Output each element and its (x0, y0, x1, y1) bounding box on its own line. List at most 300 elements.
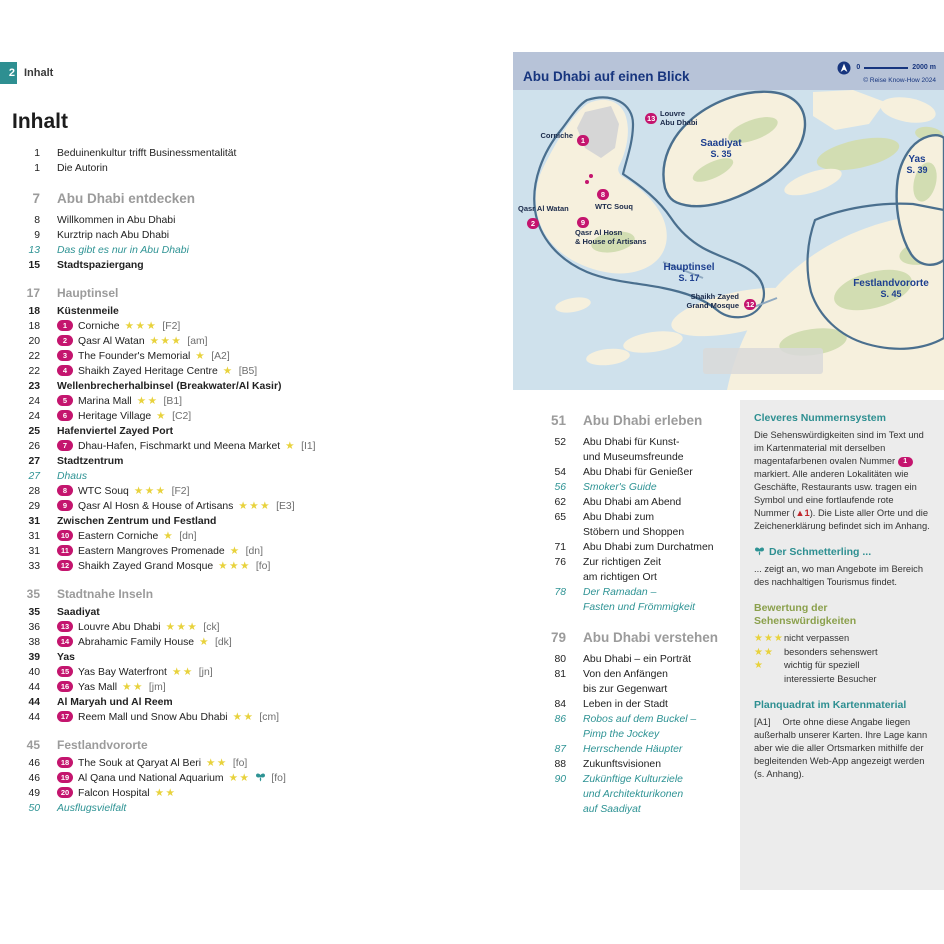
text-segment: Orte ohne diese Angabe liegen außerhalb unserer Karten. Ihre Lage kann aber wie die aller Ortsmarken mithilfe der begleitenden Web-App angezeigt werden (s. Anhang). (754, 717, 928, 779)
toc-entry (14, 544, 414, 559)
toc-entry-text (583, 630, 745, 646)
toc-entry (14, 228, 414, 243)
toc-entry (540, 742, 745, 757)
toc-entry-text (583, 540, 745, 555)
toc-entry (540, 413, 745, 429)
toc-page-number: 26 (28, 441, 40, 452)
map-area-label (691, 138, 751, 160)
toc-column-middle (540, 398, 745, 817)
grid-reference: [F2] (162, 321, 181, 332)
toc-entry-label: Wellenbrecherhalbinsel (Breakwater/Al Kasir) (57, 381, 282, 392)
page-number-badge: 2 (0, 62, 17, 84)
toc-entry (14, 286, 414, 301)
toc-entry-text (57, 439, 414, 454)
toc-entry-text (57, 695, 414, 710)
poi-marker-icon: 8 (57, 485, 73, 496)
toc-entry (14, 695, 414, 710)
map-poi-label: Qasr Al Hosn & House of Artisans (575, 228, 647, 246)
star-rating: ★ (229, 545, 241, 557)
star-rating: ★★ (122, 681, 144, 693)
toc-page-number: 56 (554, 482, 566, 493)
toc-page-number: 24 (28, 411, 40, 422)
toc-entry-label: Die Autorin (57, 163, 108, 174)
toc-entry (540, 465, 745, 480)
toc-entry-label: The Founder's Memorial (78, 351, 191, 362)
toc-entry-label: Yas Mall (78, 682, 118, 693)
poi-marker-icon: 12 (746, 300, 755, 309)
map-area-label (897, 154, 937, 176)
toc-entry-label: Saadiyat (57, 607, 100, 618)
toc-entry-text (57, 228, 414, 243)
poi-marker-icon: 10 (57, 530, 73, 541)
toc-page-number: 45 (26, 738, 40, 752)
infobox-butterfly (754, 546, 930, 589)
toc-page-number: 27 (28, 456, 40, 467)
map-credit: © Reise Know-How 2024 (863, 76, 936, 84)
toc-entry-text (57, 213, 414, 228)
infobox-heading-text: Bewertung der (754, 602, 828, 614)
toc-entry-text (583, 772, 745, 817)
poi-marker-icon: 16 (57, 681, 73, 692)
map-area-name: Festlandvororte (853, 278, 929, 289)
toc-entry-label: Reem Mall und Snow Abu Dhabi (78, 712, 228, 723)
rating-label: nicht verpassen (784, 633, 850, 643)
poi-marker-icon: 18 (57, 757, 73, 768)
toc-entry (540, 630, 745, 646)
toc-entry-text (57, 499, 414, 514)
grid-reference: [dk] (215, 637, 232, 648)
toc-entry-text (57, 529, 414, 544)
poi-marker-icon: 17 (57, 711, 73, 722)
toc-entry-text (583, 585, 745, 615)
grid-reference: [A2] (211, 351, 230, 362)
toc-entry-text (57, 424, 414, 439)
toc-page-number: 40 (28, 667, 40, 678)
toc-entry-label: Eastern Corniche (78, 531, 159, 542)
toc-page-number: 46 (28, 773, 40, 784)
toc-entry-label: Abrahamic Family House (78, 637, 195, 648)
poi-marker-icon: 6 (57, 410, 73, 421)
map-area-page: S. 35 (710, 149, 732, 159)
toc-page-number: 81 (554, 669, 566, 680)
toc-entry (540, 667, 745, 697)
toc-entry (14, 738, 414, 753)
toc-page-number: 20 (28, 336, 40, 347)
grid-reference: [dn] (179, 531, 197, 542)
map-poi-label: Louvre Abu Dhabi (660, 109, 698, 127)
toc-page-number: 25 (28, 426, 40, 437)
red-number-symbol: ▲1 (795, 508, 810, 518)
star-rating: ★★★ (165, 621, 199, 633)
grid-reference: [ck] (203, 622, 220, 633)
map-poi-label: WTC Souq (595, 202, 633, 211)
toc-entry (14, 484, 414, 499)
grid-reference: [jn] (198, 667, 213, 678)
map-area-label (653, 262, 725, 284)
toc-entry-label: Abu Dhabi verstehen (583, 630, 719, 645)
poi-marker-icon: 7 (57, 440, 73, 451)
toc-page-number: 35 (28, 607, 40, 618)
toc-entry-label: Yas Bay Waterfront (78, 667, 167, 678)
toc-page-number: 8 (34, 215, 40, 226)
toc-entry-text (57, 635, 414, 650)
toc-entry-label: Eastern Mangroves Promenade (78, 546, 225, 557)
toc-entry-text (57, 650, 414, 665)
toc-page-number: 80 (554, 654, 566, 665)
map-body (513, 90, 944, 390)
toc-entry-label: Abu Dhabi für Genießer (583, 467, 693, 478)
star-rating: ★★ (232, 711, 255, 723)
infobox-heading-text: Sehenswürdigkeiten (754, 615, 857, 627)
toc-entry (14, 514, 414, 529)
toc-entry-label: Shaikh Zayed Heritage Centre (78, 366, 218, 377)
toc-entry (14, 665, 414, 680)
toc-entry-text (57, 349, 414, 364)
toc-entry-label: Das gibt es nur in Abu Dhabi (57, 245, 189, 256)
star-rating: ★ (285, 440, 297, 452)
toc-entry (14, 439, 414, 454)
rating-row (754, 659, 930, 686)
toc-entry-label: Dhaus (57, 471, 88, 482)
toc-entry-text (583, 712, 745, 742)
toc-entry (14, 379, 414, 394)
toc-entry-label: Der Ramadan – Fasten und Frömmigkeit (583, 587, 696, 613)
grid-reference: [cm] (259, 712, 280, 723)
infobox-heading: Planquadrat im Kartenmaterial (754, 699, 907, 711)
toc-entry-label: Al Qana und National Aquarium (78, 773, 224, 784)
toc-entry (540, 435, 745, 465)
toc-entry-text (57, 559, 414, 574)
grid-reference: [fo] (271, 773, 286, 784)
toc-entry-label: Corniche (78, 321, 120, 332)
infobox-body (754, 716, 930, 781)
toc-entry (14, 424, 414, 439)
toc-entry-text (57, 801, 414, 816)
toc-entry-label: Festlandvororte (57, 738, 148, 752)
toc-entry-label: Abu Dhabi entdecken (57, 191, 196, 206)
star-rating: ★ (199, 636, 210, 648)
toc-page-number: 46 (28, 758, 40, 769)
rating-legend (754, 632, 930, 686)
grid-reference: [fo] (255, 561, 271, 572)
toc-entry-label: Zur richtigen Zeit am richtigen Ort (583, 557, 661, 583)
grid-reference: [B1] (163, 396, 183, 407)
infobox-ratings (754, 602, 930, 686)
toc-entry-text (583, 697, 745, 712)
poi-marker-icon: 3 (57, 350, 73, 361)
toc-entry (14, 529, 414, 544)
poi-marker-icon: 4 (57, 365, 73, 376)
map-scale (837, 61, 936, 75)
toc-entry-text (57, 514, 414, 529)
butterfly-icon (754, 547, 765, 556)
text-segment: ). Die Liste aller Orte und die Zeichenerklärung befindet sich im Anhang. (754, 508, 930, 531)
map-area-name: Hauptinsel (663, 262, 715, 273)
toc-page-number: 27 (28, 471, 40, 482)
toc-page-number: 86 (554, 714, 566, 725)
toc-page-number: 78 (554, 587, 566, 598)
toc-entry-label: Zukünftige Kulturziele und Architekturikonen auf Saadiyat (583, 774, 684, 815)
toc-entry-label: Abu Dhabi – ein Porträt (583, 654, 692, 665)
toc-entry-text (57, 710, 414, 725)
toc-entry (14, 635, 414, 650)
toc-page-number: 9 (34, 230, 40, 241)
map-scale-end: 2000 m (912, 64, 936, 71)
toc-entry-label: Yas (57, 652, 75, 663)
toc-entry (14, 771, 414, 786)
toc-page-number: 44 (28, 712, 40, 723)
toc-page-number: 39 (28, 652, 40, 663)
toc-entry (540, 712, 745, 742)
poi-marker-icon: 13 (57, 621, 73, 632)
poi-marker-icon: 5 (57, 395, 73, 406)
info-sidebar (740, 400, 944, 890)
infobox-numbering (754, 412, 930, 533)
toc-entry-label: Abu Dhabi zum Durchatmen (583, 542, 714, 553)
star-rating: ★★★ (238, 500, 272, 512)
toc-page-number: 31 (28, 531, 40, 542)
toc-entry (14, 213, 414, 228)
toc-entry (14, 349, 414, 364)
rating-row (754, 632, 930, 646)
toc-entry (540, 585, 745, 615)
toc-entry-text (583, 480, 745, 495)
map-scale-line (864, 67, 908, 69)
toc-entry-label: Marina Mall (78, 396, 132, 407)
poi-marker-icon: 9 (577, 217, 589, 228)
toc-page-number: 22 (28, 366, 40, 377)
map-poi-label: Corniche (540, 131, 573, 140)
rating-row (754, 646, 930, 660)
toc-column-left (14, 146, 414, 816)
toc-entry (14, 559, 414, 574)
toc-entry-text (57, 394, 414, 409)
toc-entry-label: Zukunftsvisionen (583, 759, 661, 770)
toc-page-number: 87 (554, 744, 566, 755)
toc-entry-text (57, 771, 414, 786)
infobox-body: ... zeigt an, wo man Angebote im Bereich des nachhaltigen Tourismus findet. (754, 564, 923, 587)
toc-entry-label: Louvre Abu Dhabi (78, 622, 161, 633)
toc-entry-text (583, 757, 745, 772)
toc-entry-text (583, 652, 745, 667)
rating-label: besonders sehenswert (784, 646, 878, 657)
star-rating: ★★ (171, 666, 194, 678)
toc-entry (540, 772, 745, 817)
toc-entry-label: The Souk at Qaryat Al Beri (78, 758, 202, 769)
toc-page-number: 44 (28, 682, 40, 693)
star-rating: ★★ (228, 772, 251, 784)
star-rating: ★★★ (149, 335, 183, 347)
toc-page-number: 18 (28, 321, 40, 332)
toc-entry (14, 710, 414, 725)
toc-page-number: 38 (28, 637, 40, 648)
toc-entry-text (57, 379, 414, 394)
star-rating: ★ (163, 530, 175, 542)
toc-page-number: 1 (34, 148, 40, 159)
toc-page-number: 76 (554, 557, 566, 568)
star-rating: ★★★ (218, 560, 251, 572)
toc-entry-label: Hauptinsel (57, 286, 119, 300)
infobox-heading-text: Der Schmetterling ... (769, 546, 872, 558)
poi-marker-icon: 11 (57, 545, 73, 556)
grid-reference: [C2] (172, 411, 192, 422)
toc-entry-text (57, 665, 414, 680)
map-area-name: Saadiyat (700, 138, 742, 149)
star-rating: ★★ (136, 395, 159, 407)
toc-page-number: 49 (28, 788, 40, 799)
toc-page-number: 17 (26, 286, 40, 300)
toc-entry-text (583, 510, 745, 540)
grid-reference: [fo] (232, 758, 248, 769)
poi-marker-icon: 13 (647, 114, 656, 123)
infobox-heading (754, 546, 930, 559)
map-area-name: Yas (908, 154, 926, 165)
toc-entry (14, 146, 414, 161)
toc-entry (14, 680, 414, 695)
toc-entry-text (57, 161, 414, 176)
toc-entry-label: Stadtspaziergang (57, 260, 144, 271)
toc-entry (14, 161, 414, 176)
poi-marker-icon: 12 (57, 560, 73, 571)
infobox-grid (754, 699, 930, 781)
star-rating: ★★★ (133, 485, 167, 497)
toc-entry-text (57, 680, 414, 695)
toc-entry-text (57, 286, 414, 301)
toc-page-number: 24 (28, 396, 40, 407)
toc-entry-label: Robos auf dem Buckel – Pimp the Jockey (583, 714, 697, 740)
toc-entry-text (57, 469, 414, 484)
toc-entry-text (57, 334, 414, 349)
grid-reference: [B5] (238, 366, 258, 377)
toc-page-number: 31 (28, 516, 40, 527)
star-rating: ★★ (206, 757, 228, 769)
toc-entry (14, 334, 414, 349)
map-title: Abu Dhabi auf einen Blick (523, 69, 690, 84)
poi-marker-icon: 2 (57, 335, 73, 346)
toc-entry-label: Stadtzentrum (57, 456, 124, 467)
poi-marker-icon: 14 (57, 636, 73, 647)
toc-page-number: 90 (554, 774, 566, 785)
toc-entry-text (57, 544, 414, 559)
toc-page-number: 15 (28, 260, 40, 271)
poi-marker-icon: 15 (57, 666, 73, 677)
toc-entry-label: Ausflugsvielfalt (57, 803, 127, 814)
poi-marker-icon: 20 (57, 787, 73, 798)
toc-entry-label: Falcon Hospital (78, 788, 150, 799)
toc-entry-label: Shaikh Zayed Grand Mosque (78, 561, 214, 572)
toc-page-number: 54 (554, 467, 566, 478)
toc-page-number: 22 (28, 351, 40, 362)
toc-entry-text (57, 738, 414, 753)
toc-entry-text (583, 495, 745, 510)
toc-entry-label: Küstenmeile (57, 306, 119, 317)
toc-page-number: 50 (28, 803, 40, 814)
toc-entry-text (57, 454, 414, 469)
toc-entry (14, 801, 414, 816)
toc-entry-text (583, 435, 745, 465)
map-area-page: S. 39 (906, 165, 928, 175)
toc-entry (14, 454, 414, 469)
toc-entry (540, 495, 745, 510)
toc-page-number: 84 (554, 699, 566, 710)
running-head (0, 62, 53, 84)
toc-entry (14, 499, 414, 514)
map-area-label (843, 278, 939, 300)
toc-entry (14, 469, 414, 484)
overview-map (513, 52, 944, 390)
toc-entry (540, 480, 745, 495)
star-rating: ★ (754, 660, 764, 671)
infobox-heading: Cleveres Nummernsystem (754, 412, 886, 424)
toc-entry (14, 319, 414, 334)
toc-entry (14, 786, 414, 801)
toc-page-number: 35 (26, 587, 40, 601)
toc-page-number: 71 (554, 542, 566, 553)
toc-entry-label: Abu Dhabi erleben (583, 413, 703, 428)
toc-entry-label: Willkommen in Abu Dhabi (57, 215, 176, 226)
toc-entry (14, 304, 414, 319)
poi-marker-icon: 1 (57, 320, 73, 331)
toc-entry (14, 364, 414, 379)
infobox-heading (754, 602, 930, 628)
toc-entry-label: Qasr Al Hosn & House of Artisans (78, 501, 234, 512)
page-title: Inhalt (12, 110, 68, 133)
toc-entry (540, 652, 745, 667)
star-rating: ★ (195, 350, 207, 362)
toc-entry (14, 756, 414, 771)
toc-entry-label: Leben in der Stadt (583, 699, 668, 710)
map-poi-label: Shaikh Zayed Grand Mosque (686, 292, 739, 310)
poi-marker-icon: 1 (898, 457, 913, 467)
grid-reference: [E3] (276, 501, 295, 512)
toc-entry (540, 510, 745, 540)
toc-page-number: 33 (28, 561, 40, 572)
map-scale-start: 0 (856, 64, 861, 71)
toc-page-number: 13 (28, 245, 40, 256)
toc-page-number: 62 (554, 497, 566, 508)
toc-entry-text (583, 742, 745, 757)
toc-entry (14, 620, 414, 635)
toc-entry-label: Hafenviertel Zayed Port (57, 426, 174, 437)
grid-reference: [A1] (754, 717, 771, 727)
toc-page-number: 7 (32, 191, 40, 206)
infobox-body (754, 429, 930, 533)
grid-reference: [jm] (148, 682, 166, 693)
toc-entry-text (57, 484, 414, 499)
toc-entry-label: Beduinenkultur trifft Businessmentalität (57, 148, 237, 159)
north-arrow-icon (837, 61, 851, 75)
toc-entry (14, 243, 414, 258)
star-rating: ★★★ (124, 320, 158, 332)
toc-entry-text (57, 364, 414, 379)
toc-page-number: 44 (28, 697, 40, 708)
toc-entry-text (583, 555, 745, 585)
toc-entry-label: Abu Dhabi zum Stöbern und Shoppen (583, 512, 685, 538)
toc-entry-text (57, 243, 414, 258)
toc-entry (540, 555, 745, 585)
toc-entry-label: Kurztrip nach Abu Dhabi (57, 230, 170, 241)
toc-page-number: 31 (28, 546, 40, 557)
grid-reference: [F2] (171, 486, 190, 497)
grid-reference: [dn] (245, 546, 263, 557)
toc-entry (540, 757, 745, 772)
toc-entry (14, 409, 414, 424)
map-area-page: S. 45 (880, 289, 902, 299)
text-segment: markiert. Alle anderen Lokalitäten wie Geschäfte, Restaurants usw. tragen ein Symbol und eine fortlaufende rote Nummer ( (754, 469, 917, 518)
toc-page-number: 65 (554, 512, 566, 523)
toc-entry-text (57, 620, 414, 635)
toc-entry (14, 191, 414, 207)
